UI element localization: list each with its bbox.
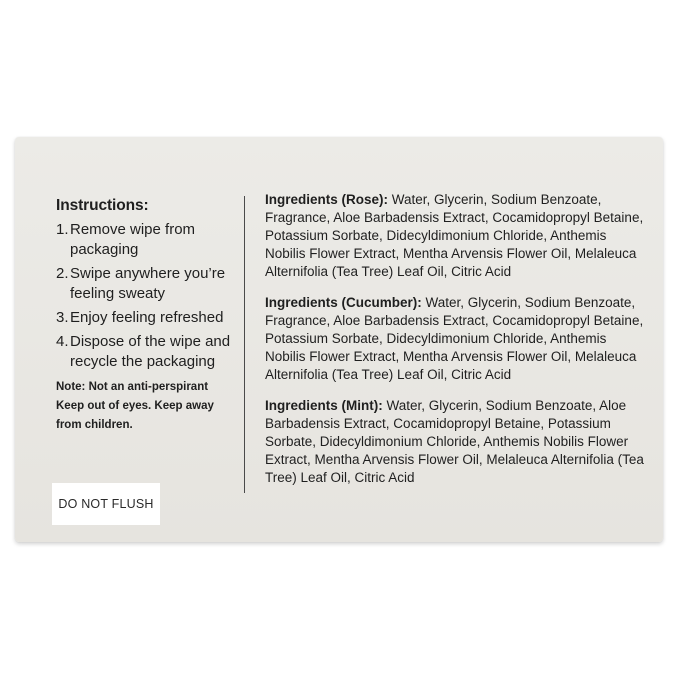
ingredients-cucumber (265, 294, 645, 384)
step-text: Remove wipe from packaging (70, 221, 196, 258)
anti-perspirant-note: Note: Not an anti-perspirant (56, 381, 209, 393)
ingredients-rose (265, 191, 645, 281)
ingredients-cucumber-label: Ingredients (Cucumber): (265, 295, 422, 310)
instructions-steps (56, 220, 236, 372)
instructions-title: Instructions: (56, 197, 149, 214)
ingredients-mint-text: Water, Glycerin, Sodium Benzoate, Aloe Barbadensis Extract, Cocamidopropyl Betaine, Potassium Sorbate, Didecyldimonium Chloride, Anthemis Nobilis Flower Extract, Mentha Arvensis Flower Oil, Melaleuca Alternifolia (Tea Tree) Leaf Oil, Citric Acid (265, 398, 644, 485)
ingredients-mint (265, 397, 645, 487)
step-number: 2. (56, 265, 69, 282)
ingredients-panel (265, 191, 645, 500)
step-text: Swipe anywhere you’re feeling sweaty (70, 265, 226, 302)
instruction-step (56, 220, 236, 260)
ingredients-cucumber-text: Water, Glycerin, Sodium Benzoate, Fragrance, Aloe Barbadensis Extract, Cocamidopropyl Betaine, Potassium Sorbate, Didecyldimonium Chloride, Anthemis Nobilis Flower Extract, Mentha Arvensis Flower Oil, Melaleuca Alternifolia (Tea Tree) Leaf Oil, Citric Acid (265, 295, 644, 382)
step-text: Dispose of the wipe and recycle the packaging (70, 333, 231, 370)
ingredients-mint-label: Ingredients (Mint): (265, 398, 383, 413)
do-not-flush-badge: DO NOT FLUSH (52, 483, 160, 525)
column-divider (244, 196, 245, 493)
safety-warning: Keep out of eyes. Keep away from children. (56, 400, 214, 431)
instruction-step (56, 308, 236, 328)
step-number: 4. (56, 333, 69, 350)
step-text: Enjoy feeling refreshed (70, 309, 224, 326)
instruction-step (56, 332, 236, 372)
ingredients-rose-text: Water, Glycerin, Sodium Benzoate, Fragrance, Aloe Barbadensis Extract, Cocamidopropyl Betaine, Potassium Sorbate, Didecyldimonium Chloride, Anthemis Nobilis Flower Extract, Mentha Arvensis Flower Oil, Melaleuca Alternifolia (Tea Tree) Leaf Oil, Citric Acid (265, 192, 644, 279)
step-number: 3. (56, 309, 69, 326)
step-number: 1. (56, 221, 69, 238)
instruction-step (56, 264, 236, 304)
instructions-panel (56, 196, 236, 435)
ingredients-rose-label: Ingredients (Rose): (265, 192, 389, 207)
